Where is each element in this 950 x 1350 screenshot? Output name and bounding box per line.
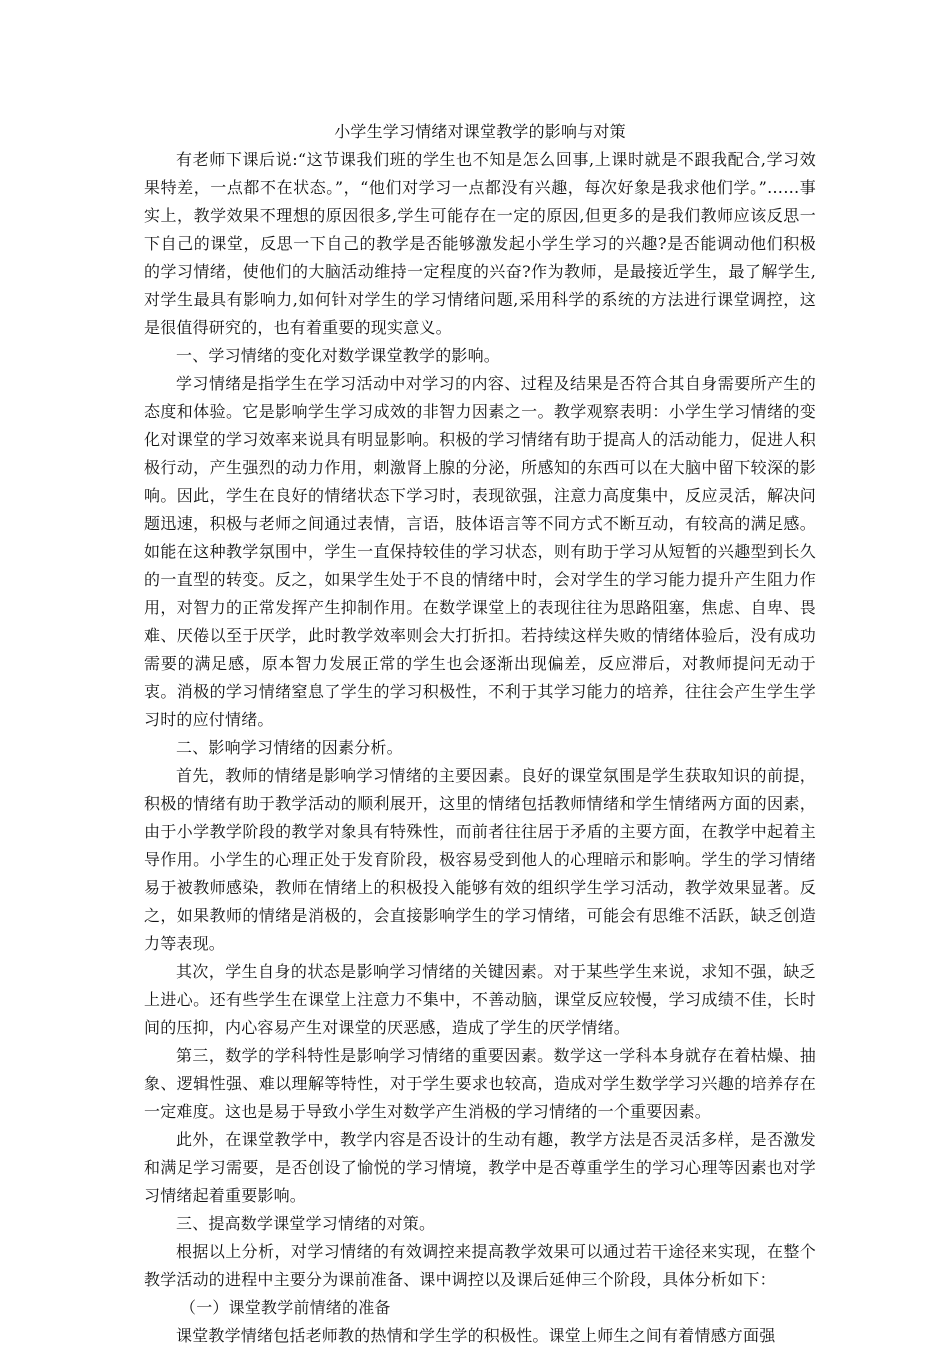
section-3-heading: 三、提高数学课堂学习情绪的对策。	[176, 1214, 436, 1233]
section-2-paragraph-4: 此外，在课堂教学中，教学内容是否设计的生动有趣，教学方法是否灵活多样，是否激发和满足学习需要，是否创设了愉悦的学习情境，教学中是否尊重学生的学习心理等因素也对学习情绪起着重要影响。	[144, 1130, 816, 1205]
section-2-paragraph-2: 其次，学生自身的状态是影响学习情绪的关键因素。对于某些学生来说，求知不强，缺乏上进心。还有些学生在课堂上注意力不集中，不善动脑，课堂反应较慢，学习成绩不佳，长时间的压抑，内心容易产生对课堂的厌恶感，造成了学生的厌学情绪。	[144, 962, 816, 1037]
subsection-1-heading: （一）课堂教学前情绪的准备	[180, 1298, 391, 1317]
document-page	[144, 118, 816, 1350]
intro-paragraph: 有老师下课后说:“这节课我们班的学生也不知是怎么回事,上课时就是不跟我配合,学习效果特差，一点都不在状态。”，“他们对学习一点都没有兴趣，每次好象是我求他们学。”……事实上，教学效果不理想的原因很多,学生可能存在一定的原因,但更多的是我们教师应该反思一下自己的课堂，反思一下自己的教学是否能够激发起小学生学习的兴趣?是否能调动他们积极的学习情绪，使他们的大脑活动维持一定程度的兴奋?作为教师，是最接近学生，最了解学生,对学生最具有影响力,如何针对学生的学习情绪问题,采用科学的系统的方法进行课堂调控，这是很值得研究的，也有着重要的现实意义。	[144, 150, 816, 337]
section-2-heading: 二、影响学习情绪的因素分析。	[176, 738, 403, 757]
section-2-paragraph-1: 首先，教师的情绪是影响学习情绪的主要因素。良好的课堂氛围是学生获取知识的前提，积极的情绪有助于教学活动的顺利展开，这里的情绪包括教师情绪和学生情绪两方面的因素，由于小学教学阶段的教学对象具有特殊性，而前者往往居于矛盾的主要方面，在教学中起着主导作用。小学生的心理正处于发育阶段，极容易受到他人的心理暗示和影响。学生的学习情绪易于被教师感染，教师在情绪上的积极投入能够有效的组织学生学习活动，教学效果显著。反之，如果教师的情绪是消极的，会直接影响学生的学习情绪，可能会有思维不活跃，缺乏创造力等表现。	[144, 766, 816, 953]
section-3-paragraph: 根据以上分析，对学习情绪的有效调控来提高教学效果可以通过若干途径来实现，在整个教学活动的进程中主要分为课前准备、课中调控以及课后延伸三个阶段，具体分析如下：	[144, 1242, 816, 1289]
subsection-1-paragraph: 课堂教学情绪包括老师教的热情和学生学的积极性。课堂上师生之间有着情感方面强	[176, 1326, 776, 1345]
section-1-heading: 一、学习情绪的变化对数学课堂教学的影响。	[176, 346, 501, 365]
document-title: 小学生学习情绪对课堂教学的影响与对策	[334, 122, 626, 141]
section-1-paragraph: 学习情绪是指学生在学习活动中对学习的内容、过程及结果是否符合其自身需要所产生的态度和体验。它是影响学生学习成效的非智力因素之一。教学观察表明：小学生学习情绪的变化对课堂的学习效率来说具有明显影响。积极的学习情绪有助于提高人的活动能力，促进人积极行动，产生强烈的动力作用，刺激肾上腺的分泌，所感知的东西可以在大脑中留下较深的影响。因此，学生在良好的情绪状态下学习时，表现欲强，注意力高度集中，反应灵活，解决问题迅速，积极与老师之间通过表情，言语，肢体语言等不同方式不断互动，有较高的满足感。如能在这种教学氛围中，学生一直保持较佳的学习状态，则有助于学习从短暂的兴趣型到长久的一直型的转变。反之，如果学生处于不良的情绪中时，会对学生的学习能力提升产生阻力作用，对智力的正常发挥产生抑制作用。在数学课堂上的表现往往为思路阻塞，焦虑、自卑、畏难、厌倦以至于厌学，此时教学效率则会大打折扣。若持续这样失败的情绪体验后，没有成功需要的满足感，原本智力发展正常的学生也会逐渐出现偏差，反应滞后，对教师提问无动于衷。消极的学习情绪窒息了学生的学习积极性，不利于其学习能力的培养，往往会产生学生学习时的应付情绪。	[144, 374, 816, 729]
section-2-paragraph-3: 第三，数学的学科特性是影响学习情绪的重要因素。数学这一学科本身就存在着枯燥、抽象、逻辑性强、难以理解等特性，对于学生要求也较高，造成对学生数学学习兴趣的培养存在一定难度。这也是易于导致小学生对数学产生消极的学习情绪的一个重要因素。	[144, 1046, 816, 1121]
